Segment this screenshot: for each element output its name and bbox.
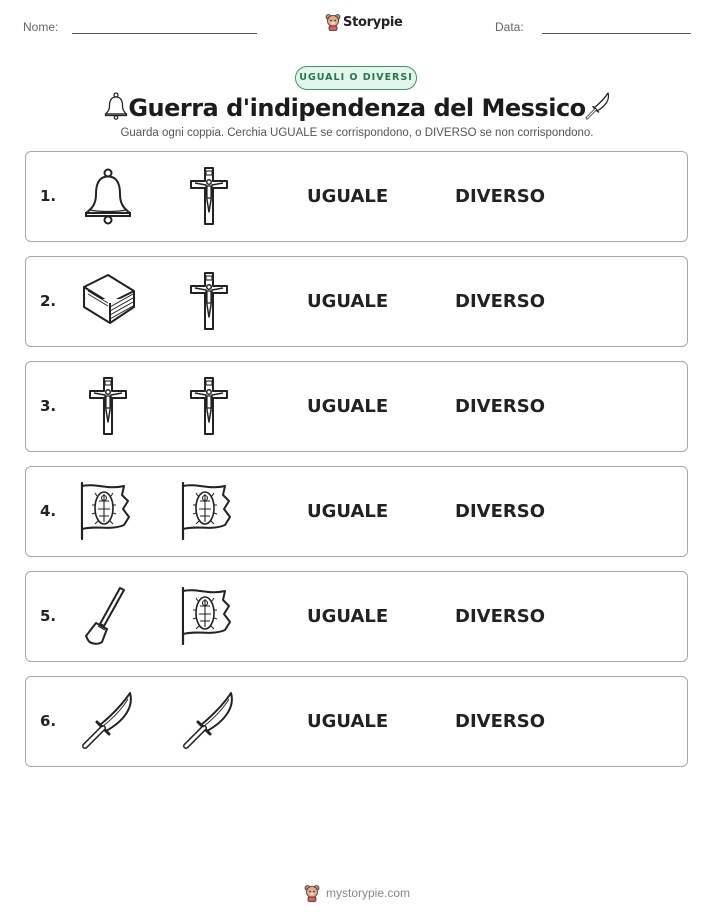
bear-mascot-icon — [304, 884, 320, 902]
date-field[interactable] — [542, 33, 691, 34]
machete-icon — [179, 691, 239, 751]
pair-row — [25, 256, 688, 347]
pair-number: 6. — [40, 712, 57, 730]
option-uguale[interactable]: UGUALE — [307, 396, 389, 417]
option-diverso[interactable]: DIVERSO — [455, 186, 545, 207]
footer — [0, 884, 714, 902]
pair-number: 1. — [40, 187, 57, 205]
pair-row — [25, 466, 688, 557]
option-diverso[interactable]: DIVERSO — [455, 501, 545, 522]
pair-number: 3. — [40, 397, 57, 415]
option-uguale[interactable]: UGUALE — [307, 186, 389, 207]
activity-badge: UGUALI O DIVERSI — [295, 66, 417, 90]
pair-number: 2. — [40, 292, 57, 310]
bell-icon — [78, 166, 138, 226]
crucifix-icon — [78, 376, 138, 436]
book-icon — [78, 271, 138, 331]
shovel-icon — [78, 586, 138, 646]
pair-number: 5. — [40, 607, 57, 625]
crucifix-icon — [179, 166, 239, 226]
option-uguale[interactable]: UGUALE — [307, 711, 389, 732]
machete-icon — [78, 691, 138, 751]
guadalupe-banner-icon — [78, 481, 138, 541]
brand-name: Storypie — [343, 14, 403, 30]
option-diverso[interactable]: DIVERSO — [455, 291, 545, 312]
pair-row — [25, 571, 688, 662]
option-diverso[interactable]: DIVERSO — [455, 396, 545, 417]
guadalupe-banner-icon — [179, 586, 239, 646]
date-label: Data: — [495, 20, 524, 34]
name-label: Nome: — [23, 20, 59, 34]
brand-logo — [325, 13, 403, 31]
footer-site[interactable]: mystorypie.com — [325, 886, 411, 900]
option-uguale[interactable]: UGUALE — [307, 606, 389, 627]
instructions: Guarda ogni coppia. Cerchia UGUALE se corrispondono, o DIVERSO se non corrispondono. — [120, 127, 594, 139]
title-machete-icon — [583, 91, 613, 126]
crucifix-icon — [179, 271, 239, 331]
option-uguale[interactable]: UGUALE — [307, 501, 389, 522]
option-diverso[interactable]: DIVERSO — [455, 711, 545, 732]
pair-number: 4. — [40, 502, 57, 520]
guadalupe-banner-icon — [179, 481, 239, 541]
option-diverso[interactable]: DIVERSO — [455, 606, 545, 627]
pair-row — [25, 361, 688, 452]
bear-mascot-icon — [325, 13, 341, 31]
pair-row — [25, 676, 688, 767]
crucifix-icon — [179, 376, 239, 436]
option-uguale[interactable]: UGUALE — [307, 291, 389, 312]
name-field[interactable] — [72, 33, 257, 34]
page-title: Guerra d'indipendenza del Messico — [128, 94, 586, 122]
pair-row — [25, 151, 688, 242]
